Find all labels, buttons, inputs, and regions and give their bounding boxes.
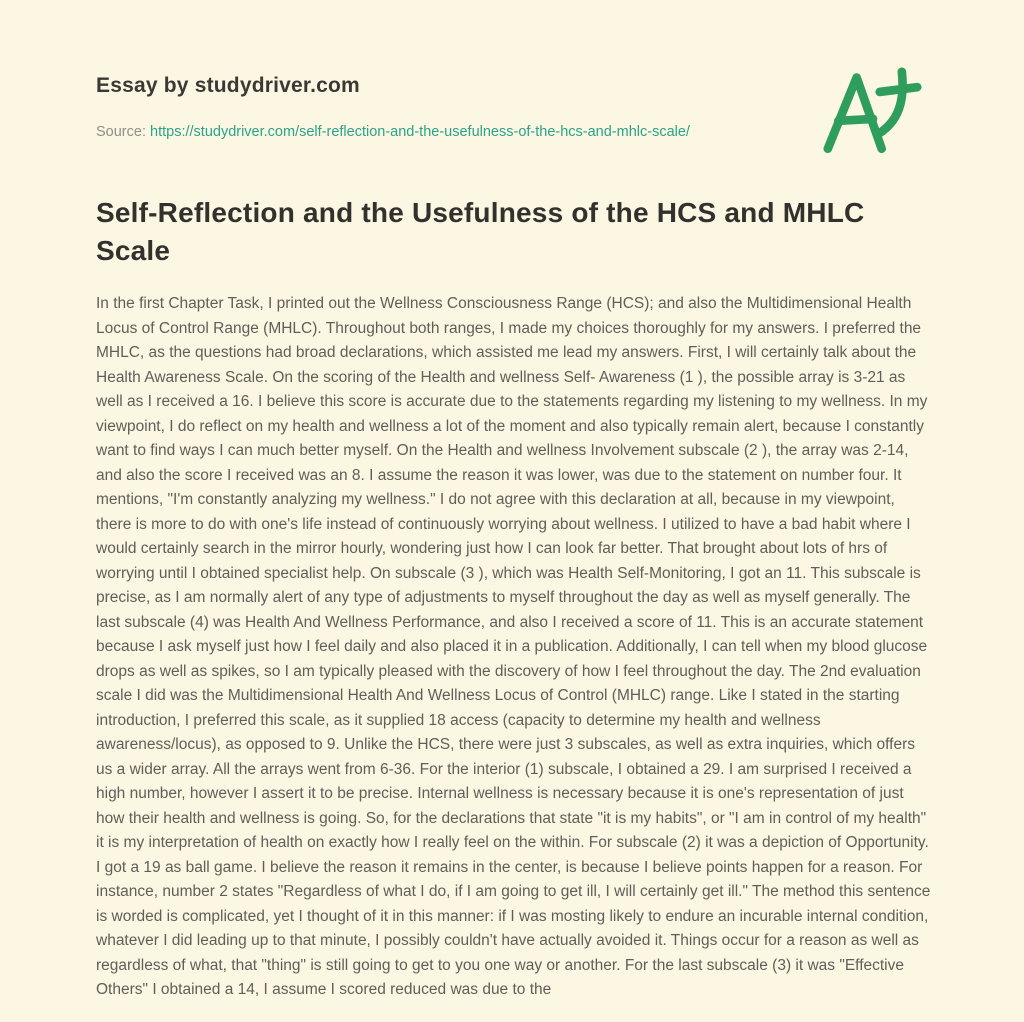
source-line bbox=[96, 124, 690, 140]
source-label: Source: bbox=[96, 124, 146, 140]
page-title: Essay by studydriver.com bbox=[96, 74, 360, 97]
essay-body: In the first Chapter Task, I printed out the Wellness Consciousness Range (HCS); and also the Multidimensional Health Locus of Control Range (MHLC). Throughout both ranges, I made my choices thoroughly for my answers. I preferred the MHLC, as the questions had broad declarations, which assisted me lead my answers. First, I will certainly talk about the Health Awareness Scale. On the scoring of the Health and wellness Self- Awareness (1 ), the possible array is 3-21 as well as I received a 16. I believe this score is accurate due to the statements regarding my listening to my wellness. In my viewpoint, I do reflect on my health and wellness a lot of the moment and also typically remain alert, because I constantly want to find ways I can much better myself. On the Health and wellness Involvement subscale (2 ), the array was 2-14, and also the score I received was an 8. I assume the reason it was lower, was due to the statement on number four. It mentions, "I'm constantly analyzing my wellness." I do not agree with this declaration at all, because in my viewpoint, there is more to do with one's life instead of continuously worrying about wellness. I utilized to have a bad habit where I would certainly search in the mirror hourly, wondering just how I can look far better. That brought about lots of hrs of worrying until I obtained specialist help. On subscale (3 ), which was Health Self-Monitoring, I got an 11. This subscale is precise, as I am normally alert of any type of adjustments to myself throughout the day as well as myself generally. The last subscale (4) was Health And Wellness Performance, and also I received a score of 11. This is an accurate statement because I ask myself just how I feel daily and also placed it in a publication. Additionally, I can tell when my blood glucose drops as well as spikes, so I am typically pleased with the discovery of how I feel throughout the day. The 2nd evaluation scale I did was the Multidimensional Health And Wellness Locus of Control (MHLC) range. Like I stated in the starting introduction, I preferred this scale, as it supplied 18 access (capacity to determine my health and wellness awareness/locus), as opposed to 9. Unlike the HCS, there were just 3 subscales, as well as extra inquiries, which offers us a wider array. All the arrays went from 6-36. For the interior (1) subscale, I obtained a 29. I am surprised I received a high number, however I assert it to be precise. Internal wellness is necessary because it is one's representation of just how their health and wellness is going. So, for the declarations that state "it is my habits", or "I am in control of my health" it is my interpretation of health on exactly how I really feel on the within. For subscale (2) it was a depiction of Opportunity. I got a 19 as ball game. I believe the reason it remains in the center, is because I believe points happen for a reason. For instance, number 2 states "Regardless of what I do, if I am going to get ill, I will certainly get ill." The method this sentence is worded is complicated, yet I thought of it in this manner: if I was mosting likely to endure an incurable internal condition, whatever I did leading up to that minute, I possibly couldn't have actually avoided it. Things occur for a reason as well as regardless of what, that "thing" is still going to get to you one way or another. For the last subscale (3) it was "Effective Others" I obtained a 14, I assume I scored reduced was due to the bbox=[96, 295, 935, 998]
a-plus-logo-icon bbox=[820, 66, 926, 166]
essay-title: Self-Reflection and the Usefulness of the HCS and MHLC Scale bbox=[96, 197, 865, 266]
source-link[interactable]: https://studydriver.com/self-reflection-and-the-usefulness-of-the-hcs-and-mhlc-scale/ bbox=[150, 124, 690, 140]
